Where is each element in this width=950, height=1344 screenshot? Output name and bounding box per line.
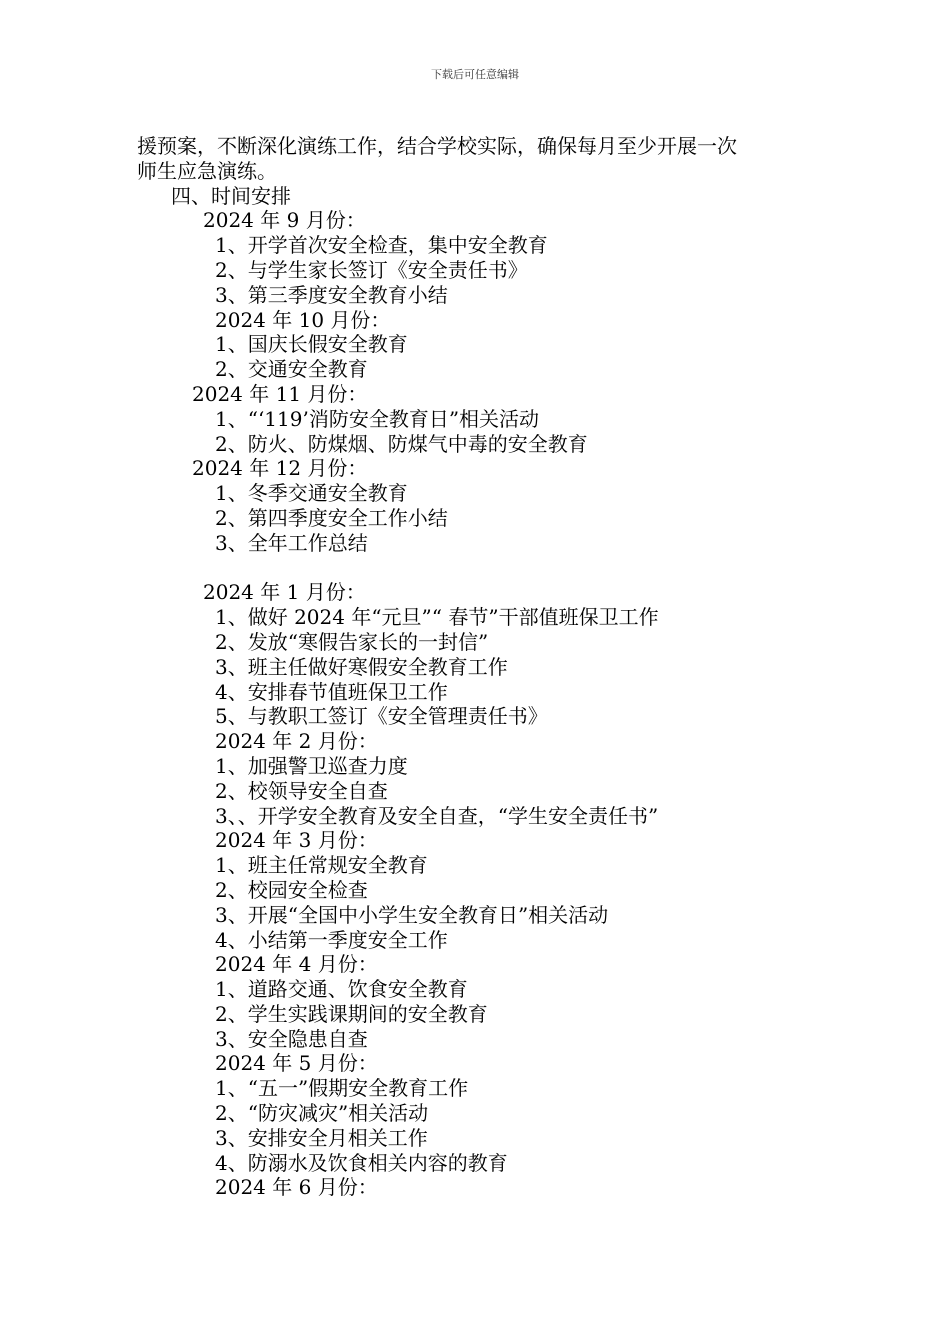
list-item: 4、防溺水及饮食相关内容的教育 [215,1150,508,1175]
month-heading: 2024 年 2 月份： [215,729,378,754]
month-heading: 2024 年 6 月份： [215,1175,378,1200]
list-item: 1、做好 2024 年“元旦”“ 春节”干部值班保卫工作 [215,605,659,630]
month-heading: 2024 年 10 月份： [215,307,391,332]
list-item: 1、“‘119’消防安全教育日”相关活动 [215,406,540,431]
list-item: 3、安排安全月相关工作 [215,1125,428,1150]
list-item: 1、开学首次安全检查，集中安全教育 [215,233,548,258]
list-item: 2、校园安全检查 [215,877,368,902]
list-item: 3、开展“全国中小学生安全教育日”相关活动 [215,902,609,927]
list-item: 4、安排春节值班保卫工作 [215,679,448,704]
list-item: 1、冬季交通安全教育 [215,481,408,506]
list-item: 3、全年工作总结 [215,530,368,555]
month-heading: 2024 年 4 月份： [215,952,378,977]
list-item: 2、发放“寒假告家长的一封信” [215,629,489,654]
list-item: 1、国庆长假安全教育 [215,332,408,357]
list-item: 2、学生实践课期间的安全教育 [215,1001,488,1026]
month-heading: 2024 年 9 月份： [203,208,366,233]
intro-line-1: 援预案，不断深化演练工作，结合学校实际，确保每月至少开展一次 [137,134,737,158]
list-item: 2、交通安全教育 [215,357,368,382]
list-item: 1、班主任常规安全教育 [215,853,428,878]
blank-line [137,556,827,581]
list-item: 3、班主任做好寒假安全教育工作 [215,654,508,679]
list-item: 2、校领导安全自查 [215,778,388,803]
list-item: 3、安全隐患自查 [215,1026,368,1051]
intro-line-2: 师生应急演练。 [137,158,277,183]
month-heading: 2024 年 11 月份： [192,381,368,406]
month-heading: 2024 年 1 月份： [203,580,366,605]
list-item: 3、第三季度安全教育小结 [215,282,448,307]
month-heading: 2024 年 5 月份： [215,1051,378,1076]
list-item: 2、防火、防煤烟、防煤气中毒的安全教育 [215,431,588,456]
list-item: 3、、开学安全教育及安全自查，“学生安全责任书” [215,803,659,828]
month-heading: 2024 年 3 月份： [215,828,378,853]
section-title: 四、时间安排 [171,183,291,208]
list-item: 2、第四季度安全工作小结 [215,505,448,530]
page-header: 下载后可任意编辑 [431,68,519,81]
list-item: 2、“防灾减灾”相关活动 [215,1101,429,1126]
month-heading: 2024 年 12 月份： [192,456,368,481]
document-body [137,134,827,1200]
list-item: 1、加强警卫巡查力度 [215,753,408,778]
list-item: 1、“五一”假期安全教育工作 [215,1076,469,1101]
list-item: 1、道路交通、饮食安全教育 [215,977,468,1002]
list-item: 4、小结第一季度安全工作 [215,927,448,952]
list-item: 2、与学生家长签订《安全责任书》 [215,257,528,282]
list-item: 5、与教职工签订《安全管理责任书》 [215,704,548,729]
